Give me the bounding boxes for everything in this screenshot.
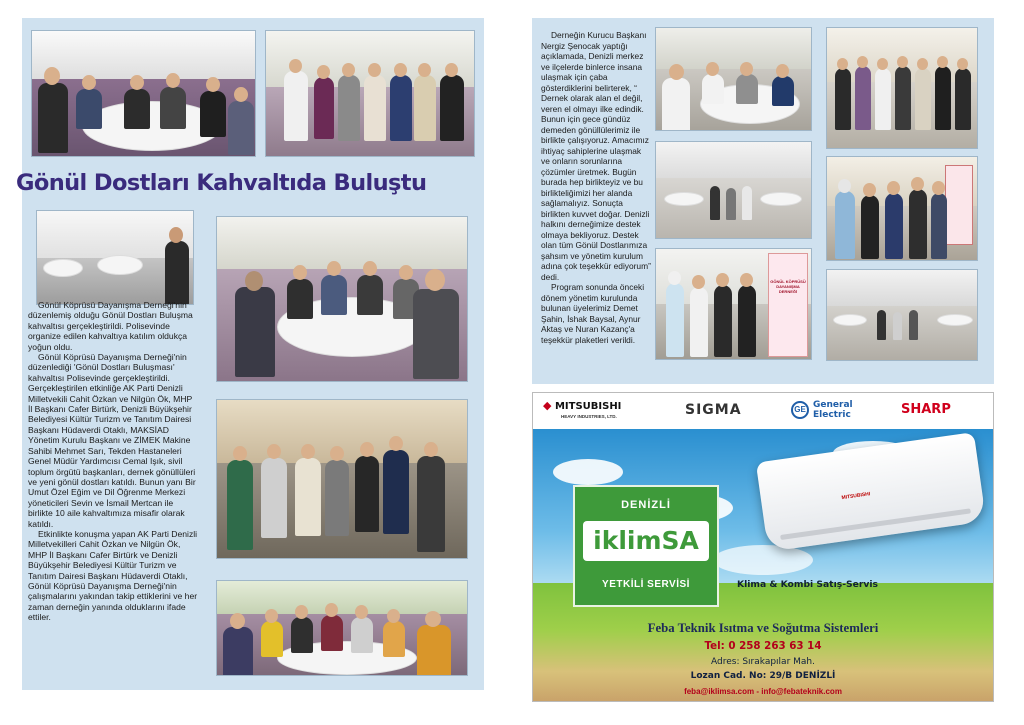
mitsubishi-logo: ◆ MITSUBISHI	[543, 399, 622, 412]
banner-text: GÖNÜL KÖPRÜSÜ DAYANIŞMA DERNEĞİ	[770, 279, 806, 294]
advertisement	[532, 392, 994, 702]
photo-group-standing-1	[265, 30, 475, 157]
ad-company-name: Feba Teknik Isıtma ve Soğutma Sistemleri	[647, 621, 879, 635]
sigma-logo: SIGMA	[685, 402, 742, 418]
ad-service-text: Klima & Kombi Satış-Servis	[737, 579, 878, 590]
article-right-column	[541, 30, 651, 345]
photo-banner-women	[655, 248, 812, 360]
ad-address-line-2: Lozan Cad. No: 29/B DENİZLİ	[690, 671, 836, 681]
sharp-logo: SHARP	[901, 402, 951, 417]
photo-breakfast-table-1	[31, 30, 256, 157]
iklimsa-logo	[573, 485, 719, 607]
left-paragraph-3: Etkinlikte konuşma yapan AK Parti Denizli Milletvekilleri Cahit Özkan ve Nilgün Ök, MHP İl Başkanı Cafer Birtürk ve Denizli Büyükşehir Belediyesi Kültür Turizm ve Tanıtım Dairesi Başkanı Hüdaverdi Otaklı, Gönül Köprüsü Dayanışma Derneği'nin çalışmalarını yakından takip ettiklerini ve her zaman derneğin yanında olduklarını ifade ettiler.	[28, 528, 198, 623]
left-paragraph-1: Gönül Köprüsü Dayanışma Derneği'nin düzenlemiş olduğu Gönül Dostları Buluşma kahvaltısı gerçekleştirildi. Polisevinde organize edilen kahvaltıya katılım oldukça yoğun oldu.	[28, 300, 193, 352]
right-paragraph-1: Derneğin Kurucu Başkanı Nergiz Şenocak yaptığı açıklamada, Denizli merkez ve ilçelerde binlerce insana ulaşmak için çaba gösterdiklerini belirterek, “ Dernek olarak alan el değil, veren el olmayı ilke edindik. Bunun için gece gündüz demeden gönüllülerimiz ile birlikte çalışıyoruz. Amacımız ihtiyaç sahiplerine ulaşmak ve onların sorunlarına çözümler üretmek. Bugün burada hep birlikteyiz ve bu birlikteliğimizi her alanda sağlamalıyız. Sonuçta birlikten kuvvet doğar. Denizli halkını derneğimize destek olmaya bekliyoruz. Destek olan tüm Gönül Dostlarımıza şahsım ve yönetim kurulum adına çok teşekkür ediyorum” dedi.	[541, 30, 651, 282]
photo-hall-crowd-2	[826, 269, 978, 361]
logo-authorized-service: YETKİLİ SERVİSİ	[602, 579, 690, 590]
ad-address-line-1: Adres: Sırakapılar Mah.	[711, 657, 815, 667]
ge-logo-icon: GE	[791, 401, 809, 419]
photo-table-men	[655, 27, 812, 131]
right-paragraph-2: Program sonunda önceki dönem yönetim kurulunda bulunan üyelerimiz Demet Şahin, İshak Baysal, Aynur Aktaş ve Nuran Kazanç'a teşekkür plaketleri verildi.	[541, 282, 645, 345]
photo-plaque-group	[826, 156, 978, 261]
article-title: Gönül Dostları Kahvaltıda Buluştu	[16, 170, 427, 196]
logo-city: DENİZLİ	[621, 499, 671, 511]
air-conditioner-image: MITSUBISHI	[756, 432, 986, 552]
ad-phone: Tel: 0 258 263 63 14	[704, 640, 822, 652]
photo-group-indoor	[216, 399, 468, 559]
mitsubishi-sub: HEAVY INDUSTRIES, LTD.	[561, 414, 617, 419]
photo-group-large	[826, 27, 978, 149]
ad-brand-bar	[533, 393, 993, 429]
mitsubishi-diamond-icon: ◆	[543, 399, 552, 412]
logo-brand: iklimSA	[583, 521, 709, 561]
article-left-column	[28, 300, 198, 623]
photo-women-table	[216, 580, 468, 676]
left-paragraph-2: Gönül Köprüsü Dayanışma Derneği'nin düzenlediği 'Gönül Dostları Buluşması' kahvaltısı Polisevinde gerçekleştirildi. Gerçekleştirilen etkinliğe AK Parti Denizli Milletvekili Cahit Özkan ve Nilgün Ök, MHP İl Başkanı Cafer Birtürk, Denizli Büyükşehir Belediyesi Kültür Turizm ve Tanıtım Dairesi Başkanı Hüdaverdi Otaklı, MAKSİAD Yönetim Kurulu Başkanı ve ZİMEK Makine Sahibi Mehmet Sarı, Tekden Hastaneleri Genel Müdür Yardımcısı Cemal Işık, sivil toplum örgütü başkanları, dernek gönüllüleri ve yeni gönül dostları katıldı. Bunun yanı Bir Umut Özel Eğim ve Dil Öğrenme Merkezi yöneticileri Sevin ve İsmail Mertcan ile birlikte 10 aile kahvaltımıza misafir olarak katıldı.	[28, 352, 196, 529]
photo-hall-crowd-1	[655, 141, 812, 239]
ad-email: feba@iklimsa.com - info@febateknik.com	[684, 687, 842, 696]
photo-speaker	[36, 210, 194, 305]
ge-logo-text: General Electric	[813, 400, 853, 420]
photo-breakfast-table-2	[216, 216, 468, 382]
